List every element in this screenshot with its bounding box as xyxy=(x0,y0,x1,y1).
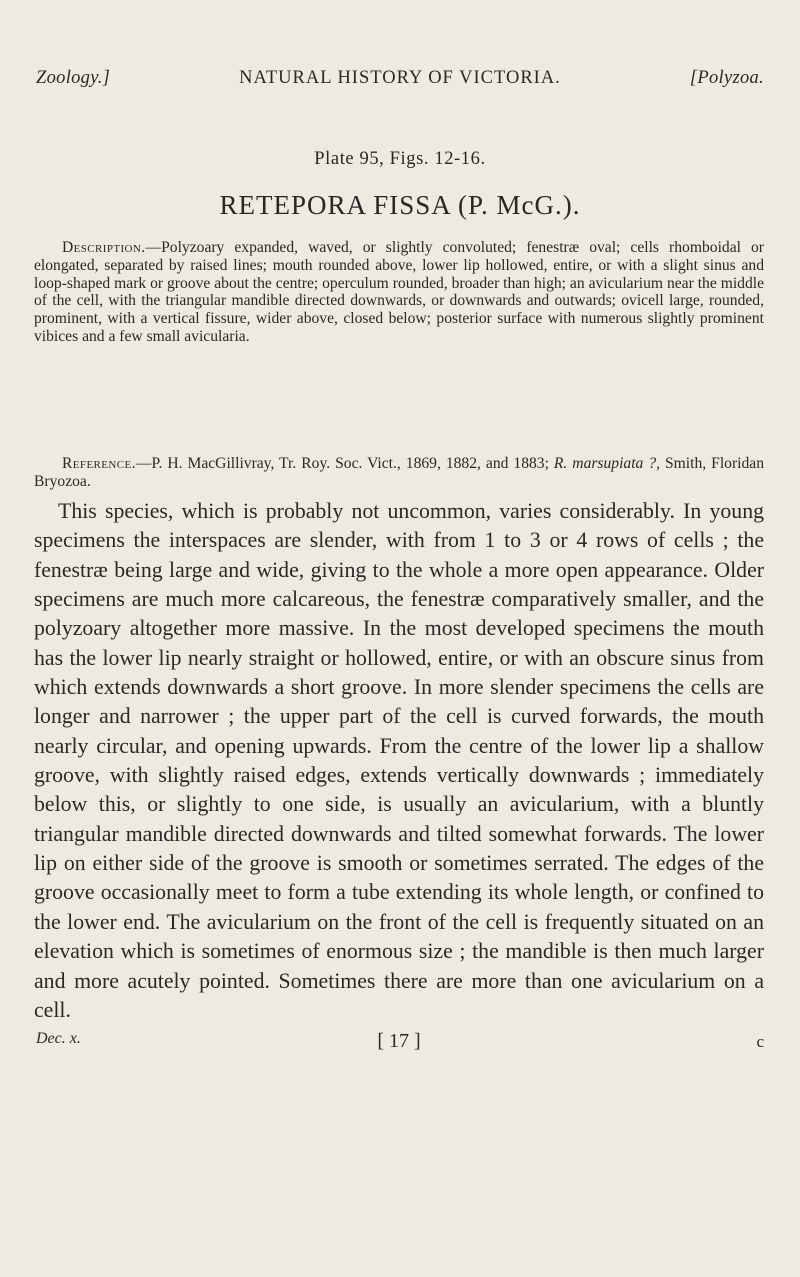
header-title: NATURAL HISTORY OF VICTORIA. xyxy=(239,68,561,88)
page-number: [ 17 ] xyxy=(377,1030,421,1052)
running-header xyxy=(36,68,764,98)
signature-mark: c xyxy=(756,1032,764,1051)
body-paragraph: This species, which is probably not uncommon, varies considerably. In young specimens the interspaces are slender, with from 1 to 3 or 4 rows of cells ; the fenestræ being large and wide, giving to the whole a more open appearance. Older specimens are much more calcareous, the fenestræ comparatively smaller, and the polyzoary altogether more massive. In the most developed specimens the mouth has the lower lip nearly straight or hollowed, entire, or with an obscure sinus from which extends downwards a short groove. In more slender specimens the cells are longer and narrower ; the upper part of the cell is curved forwards, the mouth nearly circular, and opening upwards. From the centre of the lower lip a shallow groove, with slightly raised edges, extends vertically downwards ; immediately below this, or slightly to one side, is usually an avicularium, with a bluntly triangular mandible directed downwards and tilted somewhat forwards. The lower lip on either side of the groove is smooth or sometimes serrated. The edges of the groove occasionally meet to form a tube extending its whole length, or confined to the lower end. The avicularium on the front of the cell is frequently situated on an elevation which is sometimes of enormous size ; the mandible is then much larger and more acutely pointed. Sometimes there are more than one avicularium on a cell. xyxy=(34,499,764,1022)
description-text: —Polyzoary expanded, waved, or slightly convoluted; fenestræ oval; cells rhomboidal or elongated, separated by raised lines; mouth rounded above, lower lip hollowed, entire, or with a slight sinus and loop-shaped mark or groove about the centre; operculum rounded, broader than high; an avicularium near the middle of the cell, with the triangular mandible directed downwards, or downwards and outwards; ovicell large, rounded, prominent, with a vertical fissure, wider above, closed below; posterior surface with numerous slightly prominent vibices and a few small avicularia. xyxy=(34,239,764,345)
page-footer xyxy=(34,1030,764,1058)
reference-source: Smith, Floridan Bryozoa. xyxy=(34,455,764,490)
description-label: Description. xyxy=(62,239,146,256)
plate-reference: Plate 95, Figs. 12-16. xyxy=(314,149,486,169)
footer-signature: Dec. x. xyxy=(36,1030,81,1047)
header-subject: [Polyzoa. xyxy=(689,68,764,88)
reference-label: Reference. xyxy=(62,455,136,472)
description-paragraph xyxy=(34,239,764,346)
header-section: Zoology.] xyxy=(36,68,111,88)
reference-text: —P. H. MacGillivray, Tr. Roy. Soc. Vict., 1869, 1882, and 1883; xyxy=(135,455,549,472)
species-title: RETEPORA FISSA (P. McG.). xyxy=(219,190,581,220)
reference-paragraph xyxy=(34,455,764,491)
reference-synonym: R. marsupiata ?, xyxy=(553,455,661,472)
